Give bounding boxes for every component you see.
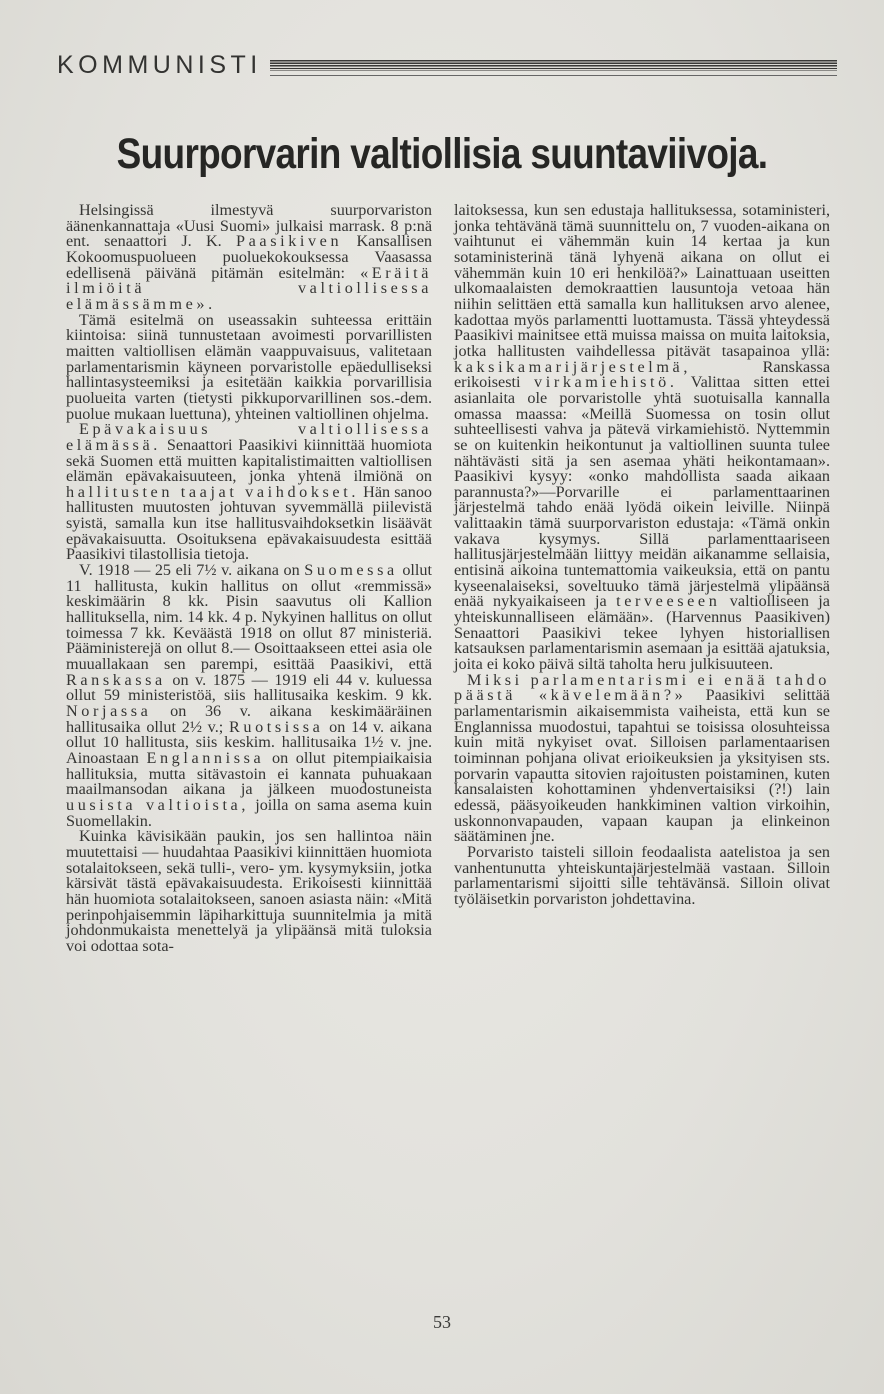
text: Helsingissä ilmestyvä suurporvariston äänenkannattaja «Uusi Suomi» julkaisi marrask. 8 p:nä ent. senaattori J. K. [66,201,432,251]
left-column [66,203,432,955]
page-header [57,50,837,90]
masthead: KOMMUNISTI [57,51,262,79]
text: Valittaa sitten ettei asianlaita ole porvaristolle yhtä suotuisalla kannalla omassa maassa: «Meillä Suomessa on tosin ollut suhteellisesti vahva ja pätevä virkamiehistö. Nyttemmin se on kuitenkin heikontunut ja valtiollinen suunta tulee nähtävästi sitä ja sen asemaa yhäti heikontamaan». Paasikivi kysyy: «onko mahdollista saada aikaan parannusta?»—Porvarille ei parlamenttaarinen järjestelmä tahdo enää lyödä oikein leiville. Niinpä valittaakin tämä suurporvariston edustaja: «Tämä onkin vakava kysymys. Sillä parlamenttaariseen hallitusjärjestelmään liittyy meidän aikanamme sellaisia, entisinä aikoina tuntemattomia vaikeuksia, että on pantu kyseenalaiseksi, soveltuuko tämä järjestelmä ylipäänsä enää nykyaikaiseen ja [454,373,831,611]
text: on v. 1875 — 1919 eli 44 v. kuluessa ollut 59 ministeristöä, siis hallitusaika keskim. 9 kk. [66,670,432,705]
spaced-text: Norjassa [66,702,152,720]
header-rule [270,60,837,71]
spaced-text: kaksikamarijärjestelmä, [454,357,691,376]
text: valtiolliseen ja yhteiskunnalliseen elämään». (Harvennus Paasikiven) Senaattori Paasikivi tekee lyhyen historiallisen katsauksen parlamentarismin asemaan ja esittää ajatuksia, joita ei koko päivä siltä taholta heru julkisuuteen. [454,592,830,674]
spaced-text: hallitusten taajat vaihdokset. [66,482,359,501]
header-rule-thin [270,75,837,76]
paragraph [454,842,830,908]
right-column [454,203,830,908]
text: Ranskassa erikoisesti [454,357,830,392]
text: Porvaristo taisteli silloin feodaalista aatelistoa ja sen vanhentunutta yhteiskuntajärjestelmää vastaan. Silloin parlamentarismi sijoitti sille tehtävänsä. Silloin olivat työläisetkin porvariston johdettavina. [454,842,830,908]
paragraph [66,422,432,563]
text: Senaattori Paasikivi kiinnittää huomiota sekä Suomen että muitten kapitalistimaitten valtiollisen elämän epävakaisuuteen, jonka yhtenä ilmiönä on [66,435,433,486]
paragraph-intro [66,203,432,313]
text: Hän sanoo hallitusten muutosten johtuvan syvemmällä piilevistä syistä, samalla kun itse hallitusvaihdoksetkin lisäävät epävakaisuutta. Osoituksena epävakaisuudesta esittää Paasikivi tilastollisia tietoja. [66,482,433,564]
spaced-text: virkamiehistö. [534,373,678,392]
paragraph [66,310,432,423]
text: Tämä esitelmä on useassakin suhteessa erittäin kiintoisa: siinä tunnustetaan avoimesti porvarillisten maitten valtiollisen elämän vaappuvaisuus, valitetaan parlamentarismin käyneen porvaristolle epäedulliseksi hallintasysteemiksi ja esitetään kaikkia porvarillisia puolueita varten (tietysti pikkuporvarillinen sos.-dem. puolue mukaan luettuna), yhteinen valtiollinen ohjelma. [66,310,432,423]
section-heading: Miksi parlamentarismi ei enää tahdo päästä «kävelemään?» [454,670,830,705]
spaced-text: uusista valtioista, [66,795,249,814]
spaced-text: Ranskassa [66,670,166,689]
paragraph [454,670,830,846]
text: laitoksessa, kun sen edustaja hallituksessa, sotaministeri, jonka tehtävänä tämä suunnittelu on, 7 vuoden-aikana on vaihtunut ei vähemmän kuin 14 kertaa ja kun sotaministerinä tänä lyhyenä aikana on ollut ei vähemmän kuin 10 eri henkilöä?» Lainattuaan useitten ulkomaalaisten demokraattien lausuntoja vetoaa hän niihin selittäen että samalla kun hallituksen arvo alenee, kadottaa myös parlamentti luottamusta. Tässä yhteydessä Paasikivi mainitsee että muissa maissa on muita laitoksia, jotka hallitusten vaihdellessa pitävät tasapainoa yllä: [454,201,830,360]
text: joilla on sama asema kuin Suomellakin. [66,795,432,830]
spaced-text: Englannissa [146,748,265,767]
text: Paasikivi selittää parlamentarismin aikaisemmista vaiheista, että kun se Englannissa muodostui, tapahtui se toisissa olosuhteissa kuin mitä nykyiset ovat. Silloisen parlamentaarisen toiminnan pohjana olivat erioikeuksien ja yksityisen sts. porvarin vapautta sitovien rajoitusten poistaminen, kuten kansalaisten kohottaminen yhdenvertaisiksi (?!) lain edessä, pääsyoikeuden hankkiminen valtion virkoihin, uskonnonvapauden, vapaan kaupan ja elinkeinon säätäminen jne. [454,686,830,846]
spaced-text: Ruotsissa [228,717,324,736]
paragraph [66,563,432,829]
spaced-name: Paasikiven [236,232,343,251]
article-title: Suurporvarin valtiollisia suuntaviivoja. [116,130,768,178]
page-number: 53 [433,1312,451,1332]
paragraph-continued [454,203,830,673]
section-heading: Epävakaisuus valtiollisessa elämässä. [66,420,432,454]
paragraph [66,829,432,954]
spaced-quote: «Eräitä ilmiöitä valtiollisessa elämässämme». [66,263,433,313]
spaced-text: terveeseen [616,592,721,611]
text: on 14 v. aikana ollut 10 hallitusta, siis keskim. hallitusaika 1½ v. jne. Ainoastaan [66,717,433,767]
text: on 36 v. aikana keskimääräinen hallitusaika ollut 2½ v.; [66,702,432,736]
text: ollut 11 hallitusta, kukin hallitus on ollut «remmissä» keskimäärin 8 kk. Pisin saavutus oli Kallion hallituksella, nim. 14 kk. 4 p. Nykyinen hallitus on ollut toimessa 7 kk. Keväästä 1918 on ollut 87 ministeriä. Pääministerejä on ollut 8.— Osoittaakseen ettei asia ole muuallakaan sen parempi, esittää Paasikivi, että [66,561,433,674]
text: Kansallisen Kokoomuspuolueen puoluekokouksessa Vaasassa edellisenä päivänä pitämän esitelmän: [66,232,432,282]
text: V. 1918 — 25 eli 7½ v. aikana on [79,561,300,580]
text: Kuinka kävisikään paukin, jos sen hallintoa näin muutettaisi — huudahtaa Paasikivi kiinnittäen huomiota sotalaitokseen, sekä tulli-, vero- ym. kysymyksiin, jotka kärsivät tästä epävakaisuudesta. Erikoisesti kiinnittää hän huomiota sotalaitokseen, sanoen asiasta näin: «Mitä perinpohjaisemmin läpiharkittuja suunnitelmia ja mitä johdonmukaista menettelyä ja ylipäänsä mitä tuloksia voi odottaa sota- [66,827,432,955]
text: on ollut pitempiaikaisia hallituksia, mutta sitävastoin ei kannata puhuakaan maailmansodan aikana ja jälkeen muodostuneista [66,748,433,799]
spaced-text: Suomessa [304,561,398,580]
